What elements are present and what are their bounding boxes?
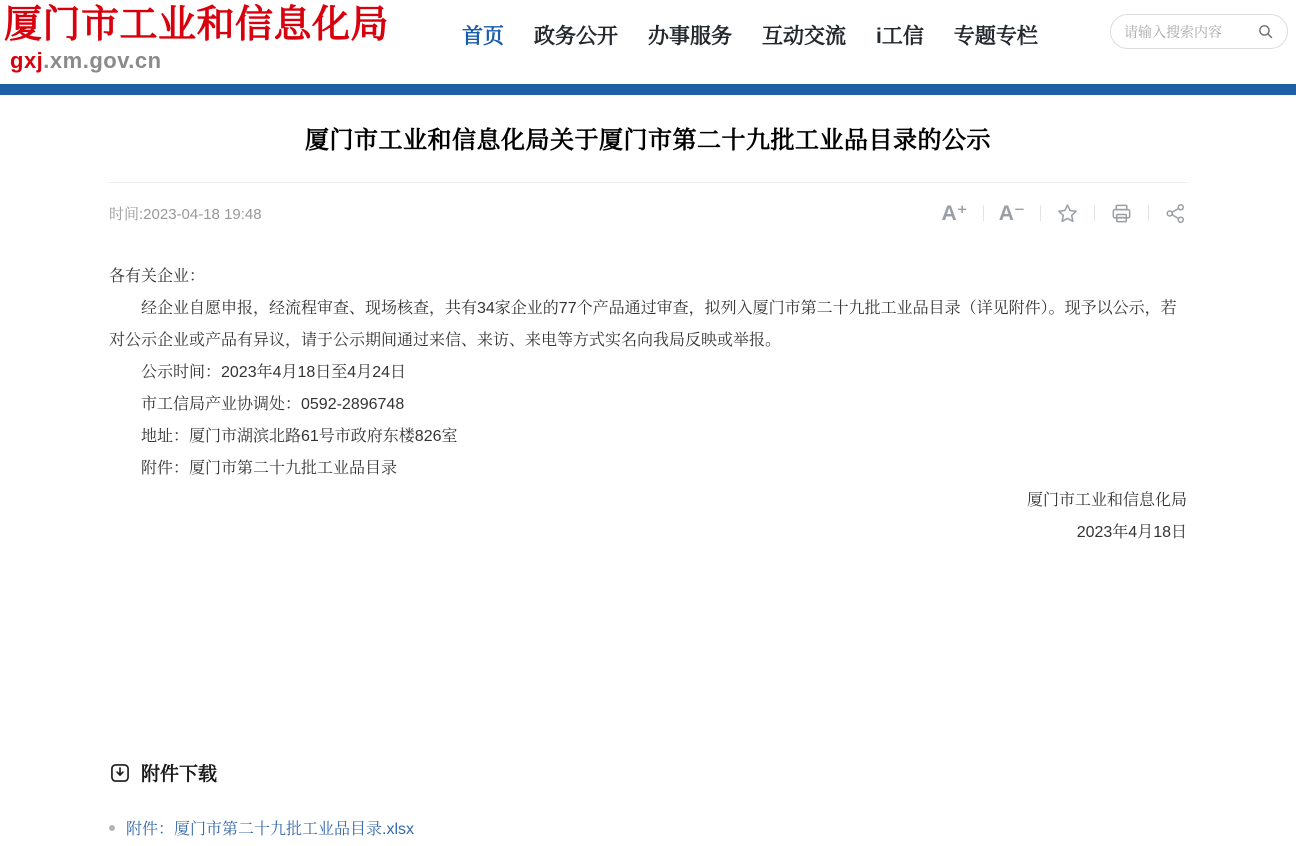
signature-date: 2023年4月18日 [1076,524,1187,541]
title-divider [109,182,1187,183]
nav-item-gov-affairs[interactable]: 政务公开 [534,25,618,48]
nav-item-special-topics[interactable]: 专题专栏 [953,25,1038,48]
meta-row [109,195,1187,231]
site-logo[interactable] [4,4,456,74]
header-divider-bar [0,84,1296,95]
attachments-section [109,759,1187,839]
favorite-button[interactable] [1056,202,1079,225]
salutation: 各有关企业： [109,268,206,285]
article-toolbar [942,202,1188,225]
search-icon[interactable] [1257,23,1274,40]
article-container [109,120,1187,839]
article-body [109,261,1187,549]
paragraph: 地址：厦门市湖滨北路61号市政府东楼826室 [141,428,458,445]
share-button[interactable] [1164,202,1187,225]
font-increase-button[interactable] [942,203,968,224]
toolbar-separator [983,205,984,221]
nav-item-igongxin[interactable]: i工信 [876,25,924,48]
site-header [0,0,1296,84]
site-domain-prefix: gxj [10,47,44,73]
font-decrease-label: A⁻ [998,201,1025,225]
download-icon [109,762,131,784]
publish-time: 时间:2023-04-18 19:48 [109,205,262,223]
search-input[interactable] [1124,24,1257,40]
print-button[interactable] [1110,202,1133,225]
printer-icon [1110,202,1133,225]
font-decrease-button[interactable] [999,203,1025,224]
nav-item-home[interactable]: 首页 [462,25,504,48]
attachments-header [109,759,1187,786]
main-nav [462,20,1038,50]
attachment-row [109,816,1187,839]
star-icon [1056,202,1079,225]
toolbar-separator [1148,205,1149,221]
paragraph: 附件：厦门市第二十九批工业品目录 [141,460,398,477]
paragraph: 市工信局产业协调处：0592-2896748 [141,396,405,413]
font-increase-label: A⁺ [941,201,968,225]
share-icon [1164,202,1187,225]
toolbar-separator [1094,205,1095,221]
nav-item-services[interactable]: 办事服务 [648,25,732,48]
signature-org: 厦门市工业和信息化局 [1026,492,1187,509]
attachment-link[interactable]: 附件：厦门市第二十九批工业品目录.xlsx [126,821,415,838]
site-domain [10,48,456,74]
nav-item-interaction[interactable]: 互动交流 [762,25,846,48]
search-box[interactable] [1110,14,1288,49]
attachments-title: 附件下载 [141,764,218,785]
site-domain-suffix: .xm.gov.cn [43,47,162,73]
bullet-icon [109,825,115,831]
toolbar-separator [1040,205,1041,221]
paragraph: 公示时间：2023年4月18日至4月24日 [141,364,406,381]
paragraph: 经企业自愿申报，经流程审查、现场核查，共有34家企业的77个产品通过审查，拟列入厦门市第二十九批工业品目录（详见附件）。现予以公示，若对公示企业或产品有异议，请于公示期间通过来信、来访、来电等方式实名向我局反映或举报。 [109,300,1177,349]
page-title: 厦门市工业和信息化局关于厦门市第二十九批工业品目录的公示 [305,127,991,154]
site-logo-title[interactable]: 厦门市工业和信息化局 [4,4,390,46]
